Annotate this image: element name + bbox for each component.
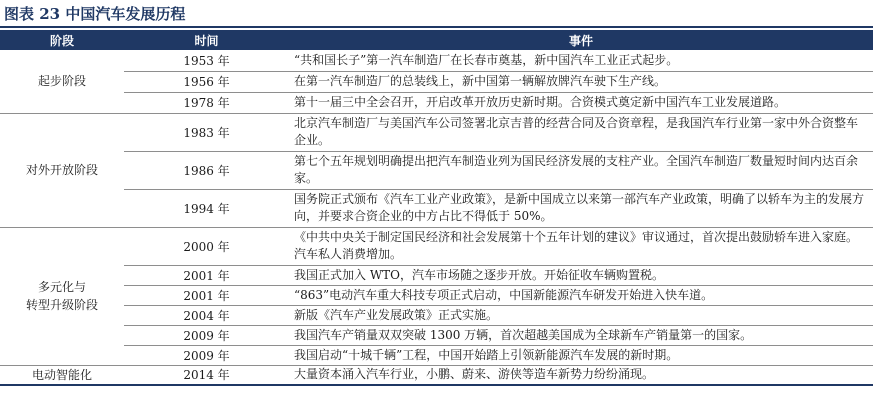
table-row [0, 189, 873, 227]
event-cell: 我国正式加入 WTO，汽车市场随之逐步开放。开始征收车辆购置税。 [289, 265, 873, 285]
history-table [0, 30, 873, 386]
year-cell: 1994 年 [124, 189, 289, 227]
event-cell: 第十一届三中全会召开，开启改革开放历史新时期。合资模式奠定新中国汽车工业发展道路。 [289, 92, 873, 113]
event-cell: 第七个五年规划明确提出把汽车制造业列为国民经济发展的支柱产业。全国汽车制造厂数量短时间内达百余家。 [289, 151, 873, 189]
table-row [0, 71, 873, 92]
header-time: 时间 [124, 30, 289, 50]
header-stage: 阶段 [0, 30, 124, 50]
event-cell: “共和国长子”第一汽车制造厂在长春市奠基，新中国汽车工业正式起步。 [289, 50, 873, 71]
table-header-row [0, 30, 873, 50]
year-cell: 2014 年 [124, 365, 289, 385]
event-cell: 国务院正式颁布《汽车工业产业政策》，是新中国成立以来第一部汽车产业政策，明确了以轿车为主的发展方向，并要求合资企业的中方占比不得低于 50%。 [289, 189, 873, 227]
event-cell: 新版《汽车产业发展政策》正式实施。 [289, 305, 873, 325]
stage-label: 起步阶段 [37, 74, 86, 89]
table-row [0, 50, 873, 71]
event-cell: 《中共中央关于制定国民经济和社会发展第十个五年计划的建议》审议通过，首次提出鼓励轿车进入家庭。汽车私人消费增加。 [289, 227, 873, 265]
table-row [0, 227, 873, 265]
year-cell: 2004 年 [124, 305, 289, 325]
stage-label: 转型升级阶段 [25, 298, 98, 312]
year-cell: 1986 年 [124, 151, 289, 189]
stage-cell-electric-smart [0, 365, 124, 385]
year-cell: 1956 年 [124, 71, 289, 92]
year-cell: 1978 年 [124, 92, 289, 113]
stage-label: 对外开放阶段 [25, 163, 98, 177]
year-cell: 2001 年 [124, 285, 289, 305]
stage-cell-opening [0, 113, 124, 227]
table-row [0, 345, 873, 365]
event-cell: 大量资本涌入汽车行业，小鹏、蔚来、游侠等造车新势力纷纷涌现。 [289, 365, 873, 385]
stage-cell-startup [0, 50, 124, 113]
table-row [0, 365, 873, 385]
year-cell: 1953 年 [124, 50, 289, 71]
event-cell: 北京汽车制造厂与美国汽车公司签署北京吉普的经营合同及合资章程，是我国汽车行业第一家中外合资整车企业。 [289, 113, 873, 151]
header-event: 事件 [289, 30, 873, 50]
year-cell: 2001 年 [124, 265, 289, 285]
table-row [0, 92, 873, 113]
table-row [0, 305, 873, 325]
stage-cell-diversification [0, 227, 124, 365]
table-row [0, 325, 873, 345]
year-cell: 2000 年 [124, 227, 289, 265]
table-row [0, 265, 873, 285]
table-row [0, 113, 873, 151]
event-cell: “863”电动汽车重大科技专项正式启动，中国新能源汽车研发开始进入快车道。 [289, 285, 873, 305]
figure-title: 图表 23 中国汽车发展历程 [4, 5, 186, 23]
year-cell: 1983 年 [124, 113, 289, 151]
stage-label: 多元化与 [37, 280, 86, 294]
title-rule [0, 26, 873, 28]
stage-label: 电动智能化 [31, 367, 92, 382]
table-row [0, 285, 873, 305]
year-cell: 2009 年 [124, 345, 289, 365]
event-cell: 我国汽车产销量双双突破 1300 万辆，首次超越美国成为全球新车产销量第一的国家。 [289, 325, 873, 345]
event-cell: 我国启动“十城千辆”工程，中国开始踏上引领新能源汽车发展的新时期。 [289, 345, 873, 365]
event-cell: 在第一汽车制造厂的总装线上，新中国第一辆解放牌汽车驶下生产线。 [289, 71, 873, 92]
year-cell: 2009 年 [124, 325, 289, 345]
table-row [0, 151, 873, 189]
